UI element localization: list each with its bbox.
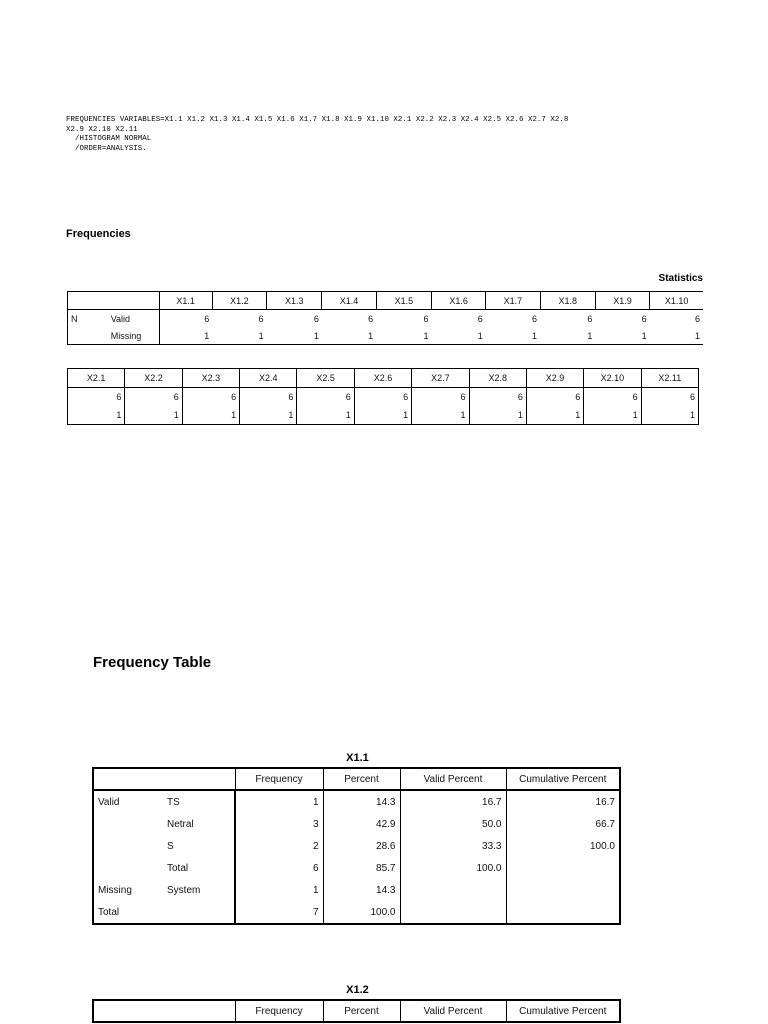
valid-value: 6 <box>423 313 429 324</box>
category-label: System <box>167 884 201 896</box>
column-header: X1.9 <box>595 292 649 310</box>
valid-value: 6 <box>526 388 583 407</box>
column-header: Cumulative Percent <box>506 768 620 790</box>
frequency-table-x1-2 <box>92 999 621 1023</box>
statistics-valid-row <box>68 388 699 407</box>
valid-value: 6 <box>641 388 698 407</box>
cumulative-percent-cell <box>506 901 620 924</box>
frequency-cell: 1 <box>235 879 323 901</box>
column-header: X2.1 <box>68 369 125 388</box>
cumulative-percent-cell: 66.7 <box>506 813 620 835</box>
syntax-block <box>66 116 746 154</box>
frequency-header-row <box>93 768 620 790</box>
column-header: X1.2 <box>212 292 266 310</box>
column-header: Frequency <box>235 768 323 790</box>
percent-cell: 14.3 <box>323 790 400 813</box>
statistics-missing-row <box>68 327 704 345</box>
n-label: N <box>71 313 78 324</box>
frequency-table-heading: Frequency Table <box>93 654 212 671</box>
column-header: Valid Percent <box>400 1000 506 1022</box>
stub-header <box>68 292 160 310</box>
syntax-line: FREQUENCIES VARIABLES=X1.1 X1.2 X1.3 X1.4 X1.5 X1.6 X1.7 X1.8 X1.9 X1.10 X2.1 X2.2 X2.3 X2.4 X2.5 X2.6 X2.7 X2.8 <box>66 116 569 124</box>
missing-value: 1 <box>532 330 538 341</box>
valid-value: 6 <box>159 310 212 328</box>
category-label: S <box>167 840 174 852</box>
column-header: X1.4 <box>322 292 376 310</box>
frequency-cell: 2 <box>235 835 323 857</box>
column-header: X2.7 <box>412 369 469 388</box>
statistics-table-part1 <box>67 291 703 345</box>
statistics-missing-row <box>68 406 699 425</box>
valid-value: 6 <box>258 313 264 324</box>
valid-value: 6 <box>412 388 469 407</box>
valid-percent-cell <box>400 901 506 924</box>
missing-value: 1 <box>240 406 297 425</box>
statistics-valid-row <box>68 310 704 328</box>
group-label: Total <box>98 906 120 918</box>
cumulative-percent-cell <box>506 879 620 901</box>
valid-percent-cell: 33.3 <box>400 835 506 857</box>
missing-value: 1 <box>423 330 429 341</box>
n-label-spacer <box>68 327 108 345</box>
table-row <box>93 901 620 924</box>
missing-value: 1 <box>526 406 583 425</box>
valid-value: 6 <box>297 388 354 407</box>
frequency-cell: 6 <box>235 857 323 879</box>
stub-header <box>93 1000 235 1022</box>
frequency-cell: 1 <box>235 790 323 813</box>
group-label: Missing <box>98 884 132 896</box>
group-label <box>93 813 163 835</box>
table-row <box>93 857 620 879</box>
column-header: Valid Percent <box>400 768 506 790</box>
valid-value: 6 <box>125 388 182 407</box>
category-label: TS <box>167 796 180 808</box>
group-label <box>93 835 163 857</box>
column-header: X2.6 <box>354 369 411 388</box>
percent-cell: 42.9 <box>323 813 400 835</box>
column-header: X2.11 <box>641 369 698 388</box>
column-header: X1.6 <box>431 292 485 310</box>
valid-label: Valid <box>110 313 131 324</box>
percent-cell: 28.6 <box>323 835 400 857</box>
frequency-cell: 3 <box>235 813 323 835</box>
cumulative-percent-cell: 16.7 <box>506 790 620 813</box>
cumulative-percent-cell <box>506 857 620 879</box>
valid-percent-cell: 16.7 <box>400 790 506 813</box>
statistics-table-part2 <box>67 368 699 425</box>
valid-value: 6 <box>532 313 538 324</box>
cumulative-percent-cell: 100.0 <box>506 835 620 857</box>
frequencies-heading: Frequencies <box>66 228 131 240</box>
category-label <box>163 901 235 924</box>
missing-value: 1 <box>297 406 354 425</box>
percent-cell: 100.0 <box>323 901 400 924</box>
missing-value: 1 <box>584 406 641 425</box>
missing-value: 1 <box>354 406 411 425</box>
valid-percent-cell <box>400 879 506 901</box>
group-label: Valid <box>98 796 120 808</box>
valid-value: 6 <box>469 388 526 407</box>
missing-value: 1 <box>125 406 182 425</box>
missing-value: 1 <box>694 330 700 341</box>
table-row <box>93 879 620 901</box>
column-header: Percent <box>323 768 400 790</box>
column-header: X2.3 <box>182 369 239 388</box>
missing-value: 1 <box>313 330 319 341</box>
statistics-title: Statistics <box>658 273 703 284</box>
valid-value: 6 <box>116 392 122 402</box>
table-row <box>93 790 620 813</box>
missing-value: 1 <box>368 330 374 341</box>
valid-value: 6 <box>694 313 700 324</box>
missing-value: 1 <box>159 327 212 345</box>
missing-label: Missing <box>110 330 142 341</box>
column-header: Frequency <box>235 1000 323 1022</box>
missing-value: 1 <box>469 406 526 425</box>
category-label: Total <box>167 862 189 874</box>
table-row <box>93 835 620 857</box>
frequency-table-x1-1 <box>92 767 621 925</box>
syntax-line: /ORDER=ANALYSIS. <box>66 144 147 153</box>
column-header: X1.10 <box>650 292 703 310</box>
column-header: X1.1 <box>159 292 212 310</box>
statistics-header-row <box>68 292 704 310</box>
column-header: X2.9 <box>526 369 583 388</box>
column-header: X1.7 <box>486 292 540 310</box>
missing-value: 1 <box>116 410 122 420</box>
percent-cell: 85.7 <box>323 857 400 879</box>
table-title: X1.1 <box>346 752 369 764</box>
table-title: X1.2 <box>346 984 369 996</box>
column-header: X2.8 <box>469 369 526 388</box>
valid-value: 6 <box>240 388 297 407</box>
column-header: X1.3 <box>267 292 322 310</box>
column-header: X1.5 <box>376 292 431 310</box>
valid-value: 6 <box>354 388 411 407</box>
missing-value: 1 <box>412 406 469 425</box>
syntax-line: X2.9 X2.10 X2.11 <box>66 125 138 134</box>
valid-value: 6 <box>313 313 319 324</box>
table-row <box>93 813 620 835</box>
missing-value: 1 <box>258 330 264 341</box>
missing-value: 1 <box>587 330 593 341</box>
valid-value: 6 <box>368 313 374 324</box>
syntax-line: /HISTOGRAM NORMAL <box>66 135 152 144</box>
missing-value: 1 <box>477 330 483 341</box>
column-header: Cumulative Percent <box>506 1000 620 1022</box>
missing-value: 1 <box>182 406 239 425</box>
group-label <box>93 857 163 879</box>
column-header: Percent <box>323 1000 400 1022</box>
valid-value: 6 <box>584 388 641 407</box>
frequency-header-row <box>93 1000 620 1022</box>
column-header: X2.2 <box>125 369 182 388</box>
stub-header <box>93 768 235 790</box>
percent-cell: 14.3 <box>323 879 400 901</box>
column-header: X2.4 <box>240 369 297 388</box>
category-label: Netral <box>167 818 194 830</box>
column-header: X2.5 <box>297 369 354 388</box>
frequency-cell: 7 <box>235 901 323 924</box>
valid-value: 6 <box>182 388 239 407</box>
valid-percent-cell: 100.0 <box>400 857 506 879</box>
missing-value: 1 <box>641 330 647 341</box>
valid-percent-cell: 50.0 <box>400 813 506 835</box>
column-header: X1.8 <box>540 292 595 310</box>
missing-value: 1 <box>641 406 698 425</box>
valid-value: 6 <box>641 313 647 324</box>
statistics-header-row <box>68 369 699 388</box>
valid-value: 6 <box>477 313 483 324</box>
valid-value: 6 <box>587 313 593 324</box>
column-header: X2.10 <box>584 369 641 388</box>
